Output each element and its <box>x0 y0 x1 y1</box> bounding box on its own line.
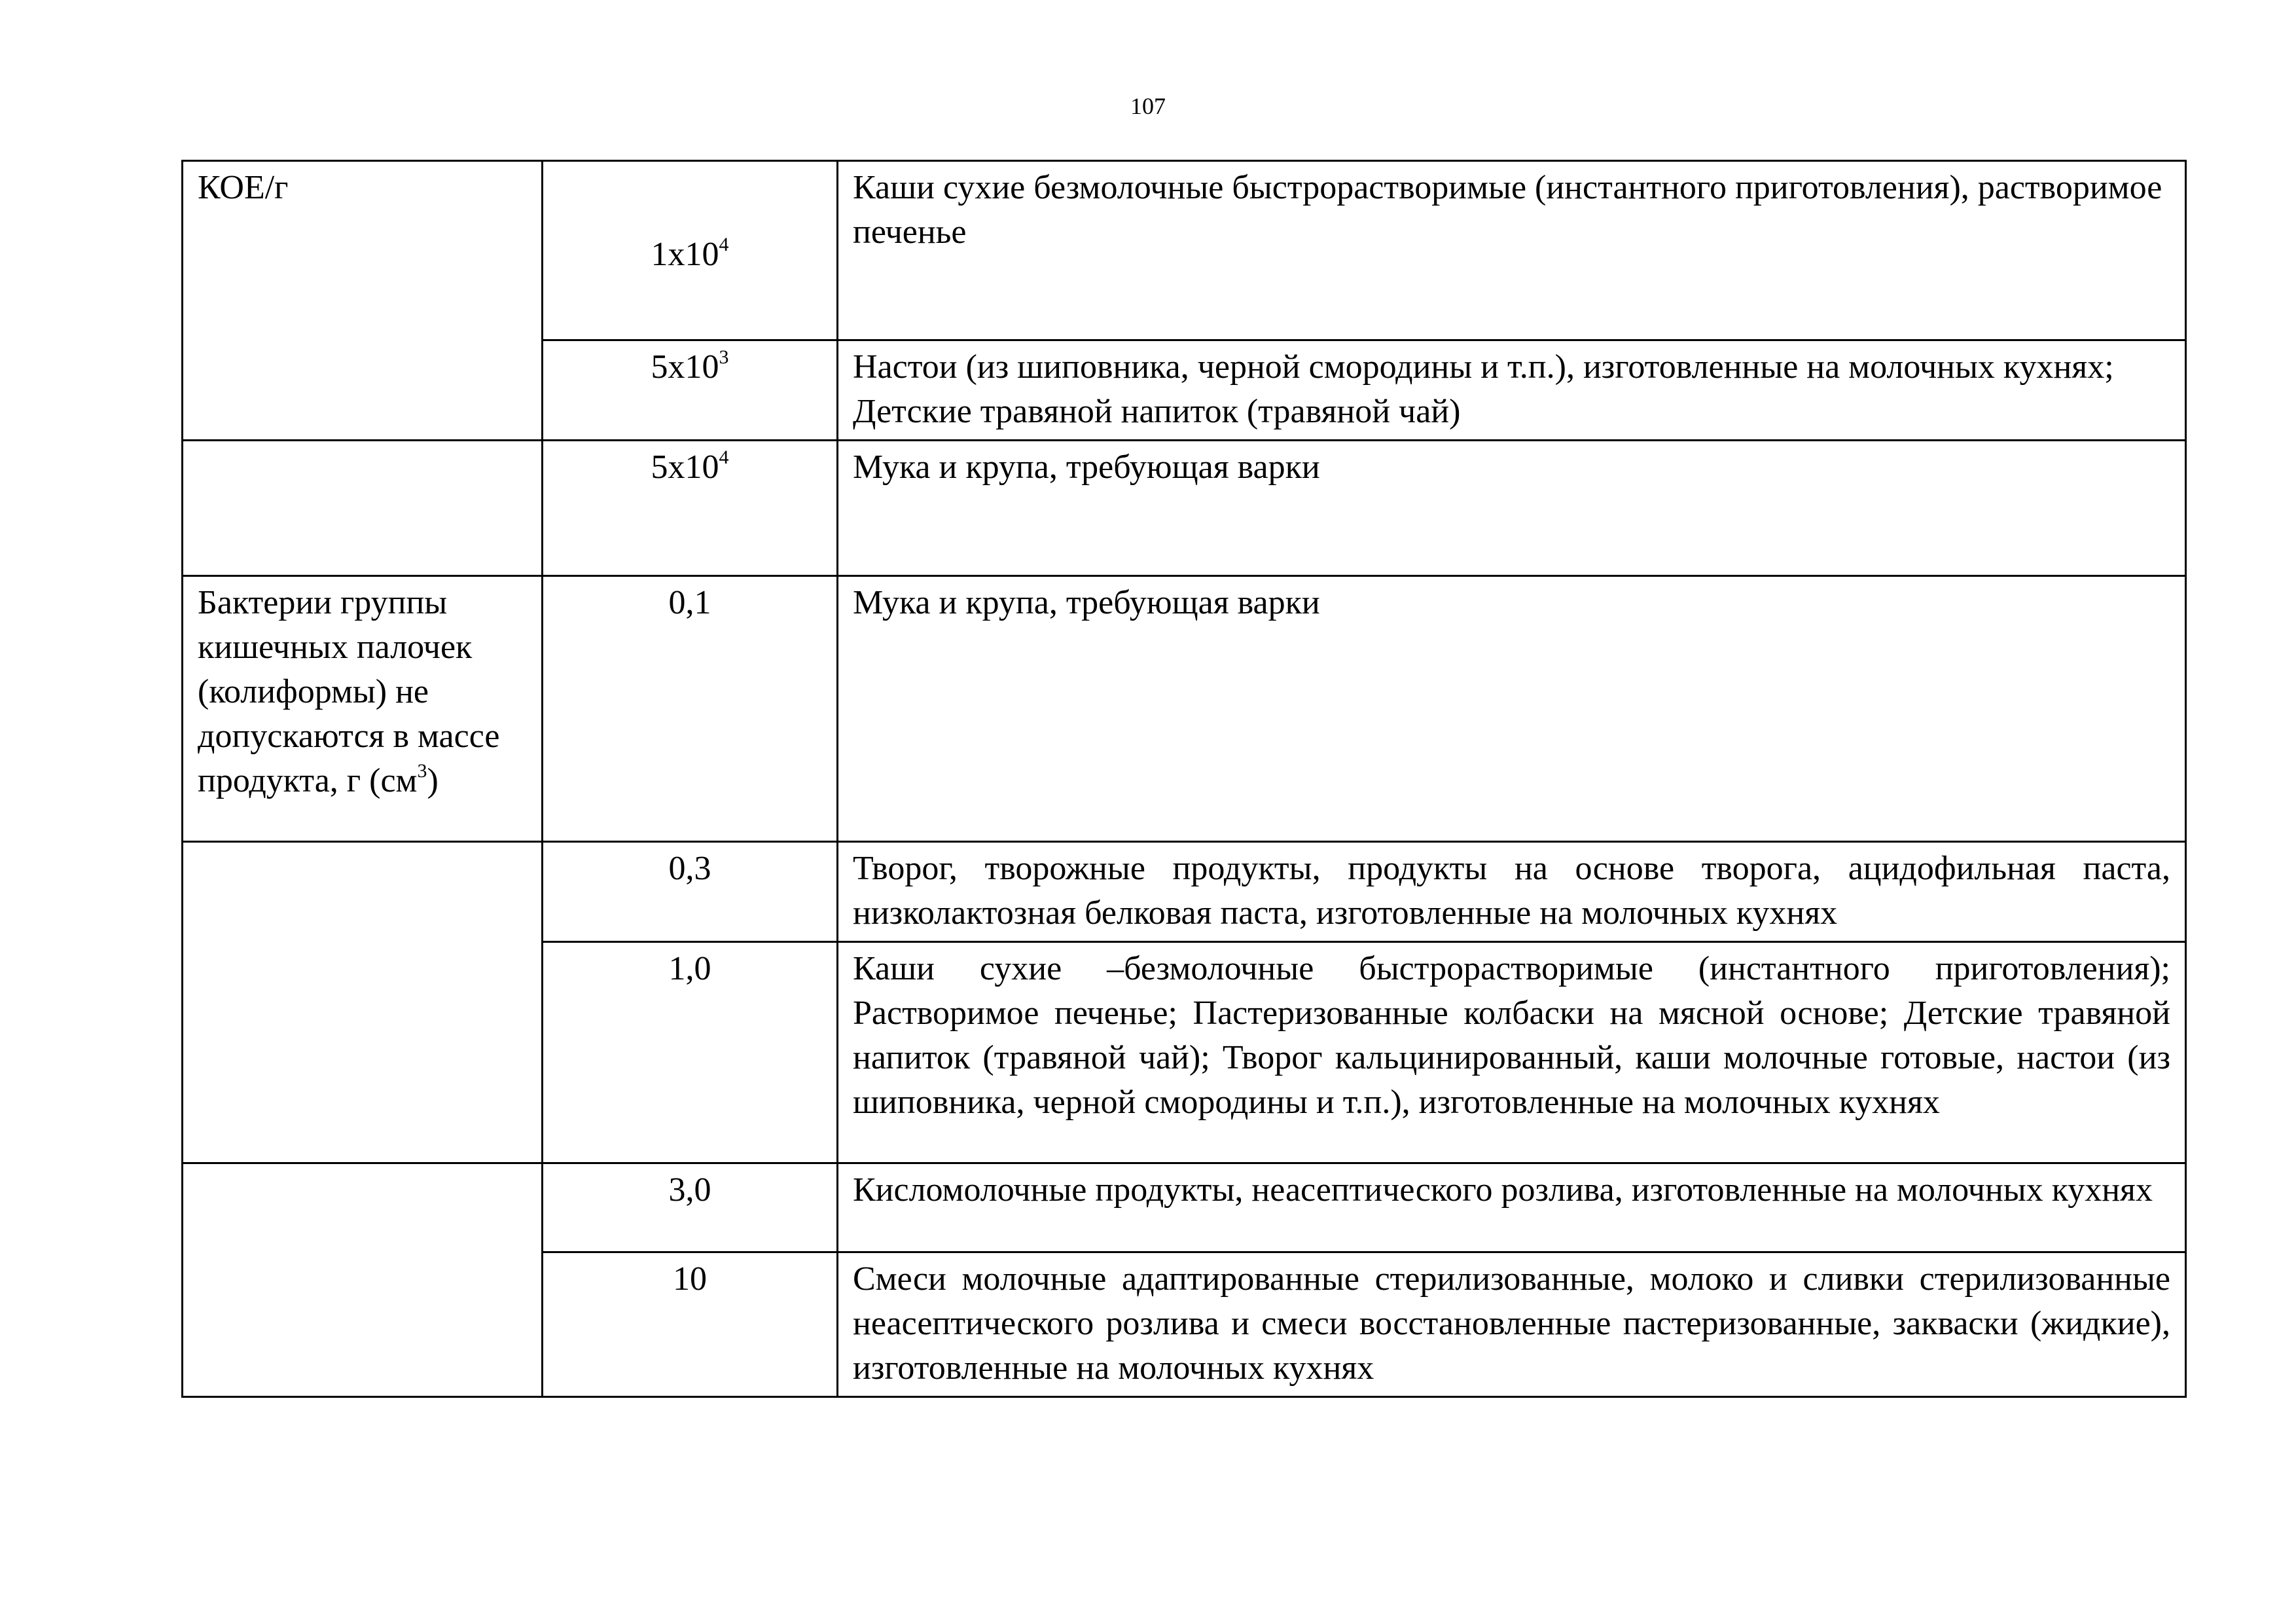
value-text: 0,3 <box>668 850 711 887</box>
indicator-cell <box>183 842 543 1163</box>
indicator-cell <box>183 161 543 441</box>
table-row <box>183 161 2186 340</box>
table-row <box>183 1163 2186 1252</box>
description-cell <box>838 576 2186 842</box>
indicator-cell <box>183 576 543 842</box>
description-text: Смеси молочные адаптированные стерилизованные, молоко и сливки стерилизованные неасептического розлива и смеси восстановленные пастеризованные, закваски (жидкие), изготовленные на молочных кухнях <box>853 1260 2170 1387</box>
value-text: 10 <box>673 1260 707 1298</box>
value-cell <box>543 842 838 942</box>
value-text: 1x10 <box>651 236 719 273</box>
description-text: Каши сухие –безмолочные быстрорастворимые (инстантного приготовления); Растворимое печенье; Пастеризованные колбаски на мясной основе; Детские травяной напиток (травяной чай); Творог кальцинированный, каши молочные готовые, настои (из шиповника, черной смородины и т.п.), изготовленные на молочных кухнях <box>853 950 2170 1121</box>
description-text: Каши сухие безмолочные быстрорастворимые (инстантного приготовления), растворимое печенье <box>853 169 2162 251</box>
value-cell <box>543 576 838 842</box>
value-cell <box>543 441 838 576</box>
description-text: Мука и крупа, требующая варки <box>853 584 1320 621</box>
table-row <box>183 576 2186 842</box>
description-cell <box>838 340 2186 441</box>
value-text: 5x10 <box>651 348 719 386</box>
microbiology-table <box>181 160 2187 1398</box>
value-text: 1,0 <box>668 950 711 987</box>
value-exponent: 4 <box>719 233 729 255</box>
value-cell <box>543 161 838 340</box>
description-cell <box>838 842 2186 942</box>
value-exponent: 3 <box>719 346 729 368</box>
value-cell <box>543 1252 838 1397</box>
description-cell <box>838 942 2186 1163</box>
indicator-tail: ) <box>427 762 439 799</box>
value-exponent: 4 <box>719 446 729 468</box>
table-row <box>183 441 2186 576</box>
value-cell <box>543 942 838 1163</box>
description-cell <box>838 441 2186 576</box>
table-row <box>183 842 2186 942</box>
indicator-exponent: 3 <box>417 759 427 782</box>
indicator-text: Бактерии группы кишечных палочек (колиформы) не допускаются в массе продукта, г (см <box>198 584 500 799</box>
value-text: 3,0 <box>668 1171 711 1209</box>
description-cell <box>838 1163 2186 1252</box>
indicator-cell <box>183 1163 543 1397</box>
description-text: Творог, творожные продукты, продукты на основе творога, ацидофильная паста, низколактозная белковая паста, изготовленные на молочных кухнях <box>853 850 2170 932</box>
value-cell <box>543 1163 838 1252</box>
indicator-text: КОЕ/г <box>198 169 289 206</box>
value-text: 5x10 <box>651 448 719 486</box>
description-text: Мука и крупа, требующая варки <box>853 448 1320 486</box>
page-number: 107 <box>1130 93 1166 119</box>
description-text: Кисломолочные продукты, неасептического розлива, изготовленные на молочных кухнях <box>853 1171 2153 1209</box>
description-text: Настои (из шиповника, черной смородины и т.п.), изготовленные на молочных кухнях; Детские травяной напиток (травяной чай) <box>853 348 2114 430</box>
description-cell <box>838 1252 2186 1397</box>
description-cell <box>838 161 2186 340</box>
indicator-cell <box>183 441 543 576</box>
value-text: 0,1 <box>668 584 711 621</box>
value-cell <box>543 340 838 441</box>
